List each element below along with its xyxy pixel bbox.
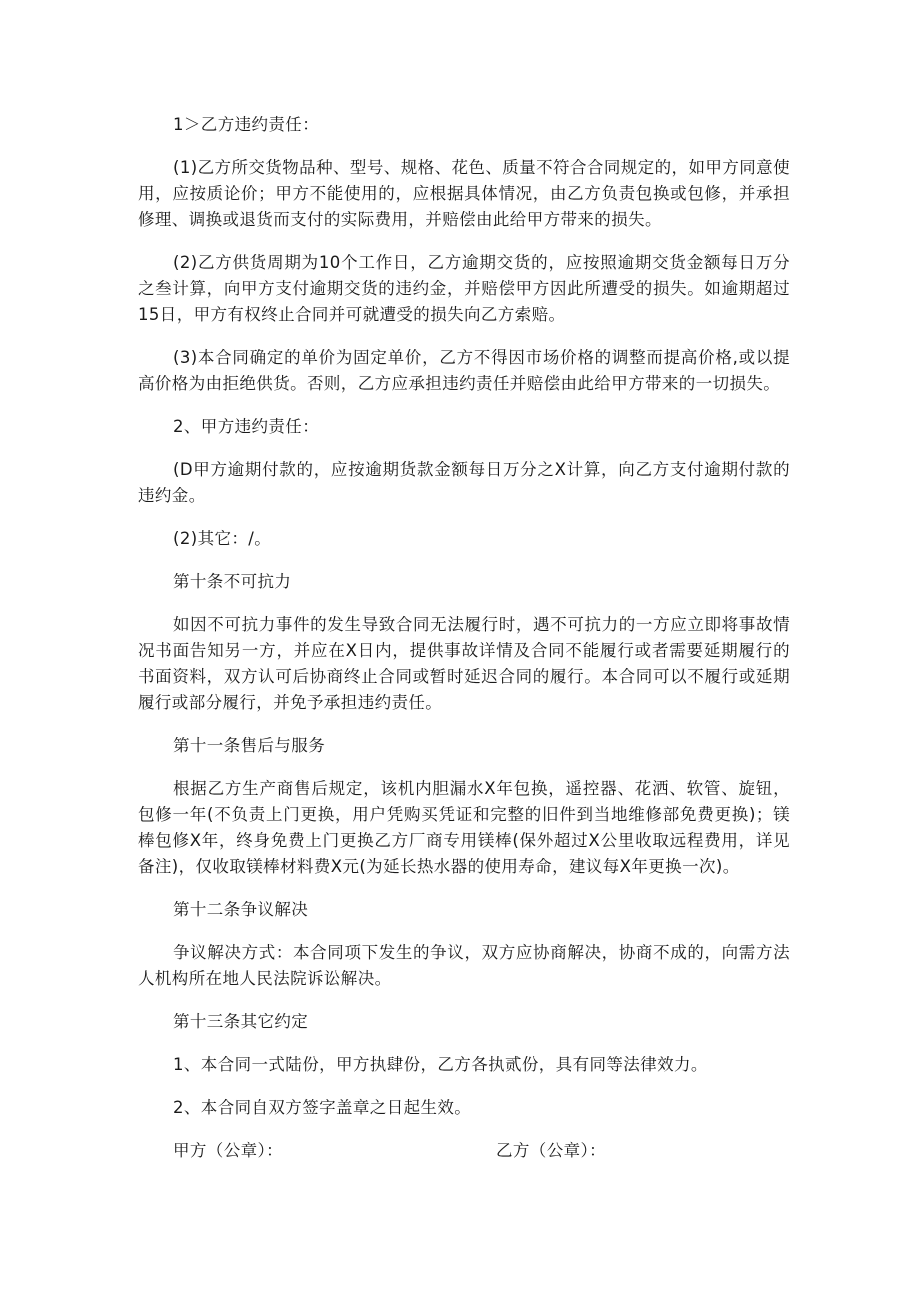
article-13-heading: 第十三条其它约定 [173,1012,309,1031]
signature-row [138,1138,790,1168]
party-b-breach-heading: 1＞乙方违约责任： [173,115,320,134]
article-11-heading: 第十一条售后与服务 [173,736,326,755]
party-a-seal-label: 甲方（公章）： [173,1141,284,1160]
dispute-paragraph: 争议解决方式：本合同项下发生的争议，双方应协商解决，协商不成的，向需方法人机构所在地人民法院诉讼解决。 [138,943,790,988]
force-majeure-paragraph: 如因不可抗力事件的发生导致合同无法履行时，遇不可抗力的一方应立即将事故情况书面告知另一方，并应在X日内，提供事故详情及合同不能履行或者需要延期履行的书面资料，双方认可后协商终止合同或暂时延迟合同的履行。本合同可以不履行或延期履行或部分履行，并免予承担违约责任。 [138,615,790,712]
article-12-heading: 第十二条争议解决 [173,900,309,919]
clause-price-paragraph: (3)本合同确定的单价为固定单价，乙方不得因市场价格的调整而提高价格,或以提高价格为由拒绝供货。否则，乙方应承担违约责任并赔偿由此给甲方带来的一切损失。 [138,348,790,393]
clause-late-payment-paragraph: (D甲方逾期付款的，应按逾期货款金额每日万分之X计算，向乙方支付逾期付款的违约金。 [138,460,790,505]
article-10-heading: 第十条不可抗力 [173,572,292,591]
party-b-seal-label: 乙方（公章）： [496,1141,607,1160]
party-a-breach-heading: 2、甲方违约责任： [173,417,320,436]
clause-other-paragraph: (2)其它：/。 [173,529,272,548]
after-sales-paragraph: 根据乙方生产商售后规定，该机内胆漏水X年包换，遥控器、花洒、软管、旋钮，包修一年(不负责上门更换，用户凭购买凭证和完整的旧件到当地维修部免费更换)；镁棒包修X年，终身免费上门更换乙方厂商专用镁棒(保外超过X公里收取远程费用，详见备注)，仅收取镁棒材料费X元(为延长热水器的使用寿命，建议每X年更换一次)。 [138,779,790,876]
document-body [138,112,790,1168]
effective-paragraph: 2、本合同自双方签字盖章之日起生效。 [173,1098,472,1117]
clause-delivery-paragraph: (2)乙方供货周期为10个工作日，乙方逾期交货的，应按照逾期交货金额每日万分之叁计算，向甲方支付逾期交货的违约金，并赔偿甲方因此所遭受的损失。如逾期超过15日，甲方有权终止合同并可就遭受的损失向乙方索赔。 [138,253,790,324]
copies-paragraph: 1、本合同一式陆份，甲方执肆份，乙方各执贰份，具有同等法律效力。 [173,1055,708,1074]
clause-quality-paragraph: (1)乙方所交货物品种、型号、规格、花色、质量不符合合同规定的，如甲方同意使用，应按质论价；甲方不能使用的，应根据具体情况，由乙方负责包换或包修，并承担修理、调换或退货而支付的实际费用，并赔偿由此给甲方带来的损失。 [138,158,790,229]
